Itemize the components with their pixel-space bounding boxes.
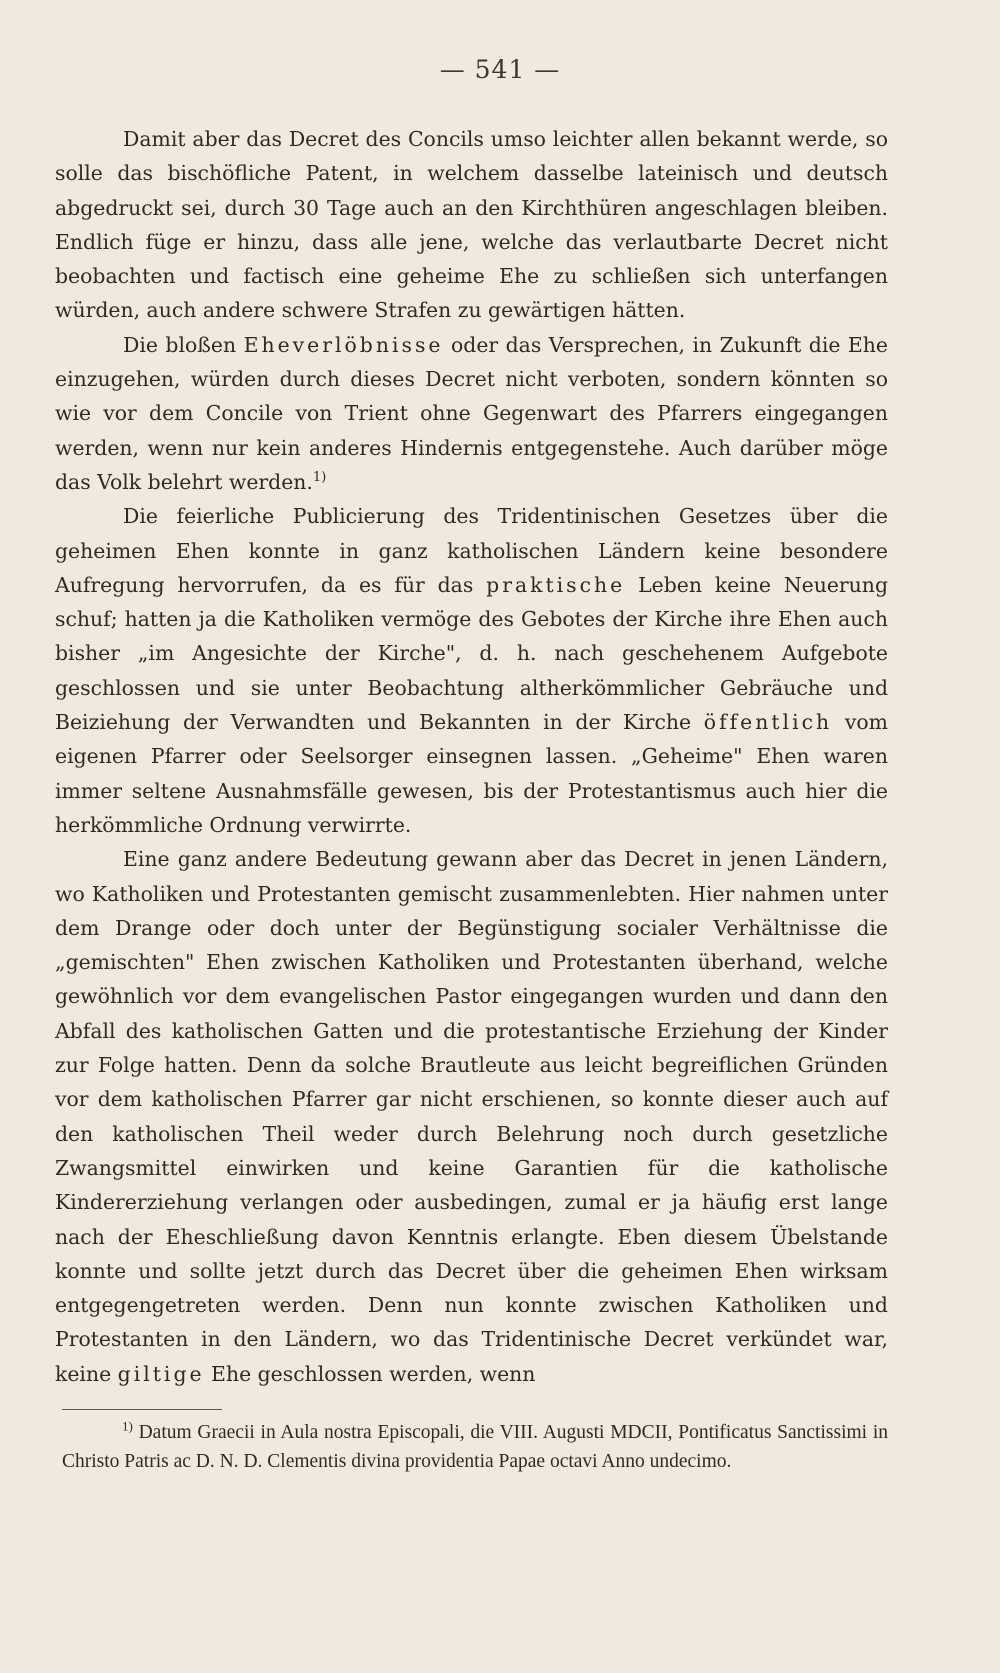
emphasis-oeffentlich: öffentlich — [703, 710, 833, 735]
paragraph-3-text-a: Die feierliche Publicierung des Tridentinischen Gesetzes über die geheimen Ehen konnte in ganz katholischen Ländern keine besondere Aufregung hervorrufen, da es für das — [55, 504, 888, 597]
page-number: — 541 — — [439, 55, 561, 84]
paragraph-2-text-post: oder das Versprechen, in Zukunft die Ehe einzugehen, würden durch dieses Decret nicht verboten, sondern könnten so wie vor dem Concile von Trient ohne Gegenwart des Pfarrers eingegangen werden, wenn nur kein anderes Hindernis entgegenstehe. Auch darüber möge das Volk belehrt werden. — [55, 332, 888, 494]
paragraph-3 — [55, 499, 888, 842]
paragraph-4-text-a: Eine ganz andere Bedeutung gewann aber das Decret in jenen Ländern, wo Katholiken und Protestanten gemischt zusammenlebten. Hier nahmen unter dem Drange oder doch unter der Begünstigung socialer Verhältnisse die „gemischten" Ehen zwischen Katholiken und Protestanten überhand, welche gewöhnlich vor dem evangelischen Pastor eingegangen wurden und dann den Abfall des katholischen Gatten und die protestantische Erziehung der Kinder zur Folge hatten. Denn da solche Brautleute aus leicht begreiflichen Gründen vor dem katholischen Pfarrer gar nicht erschienen, so konnte dieser auch auf den katholischen Theil weder durch Belehrung noch durch gesetzliche Zwangsmittel einwirken und keine Garantien für die katholische Kindererziehung verlangen oder ausbedingen, zumal er ja häufig erst lange nach der Eheschließung davon Kenntnis erlangte. Eben diesem Übelstande konnte und sollte jetzt durch das Decret über die geheimen Ehen wirksam entgegengetreten werden. Denn nun konnte zwischen Katholiken und Protestanten in den Ländern, wo das Tridentinische Decret verkündet war, keine — [55, 847, 888, 1386]
emphasis-praktische: praktische — [486, 572, 626, 597]
paragraph-3-text-b: Leben keine Neuerung schuf; hatten ja die Katholiken vermöge des Gebotes der Kirche ihre Ehen auch bisher „im Angesichte der Kirche", d. h. nach geschehenem Aufgebote geschlossen und sie unter Beobachtung altherkömmlicher Gebräuche und Beiziehung der Verwandten und Bekannten in der Kirche — [55, 572, 888, 735]
body-text — [55, 122, 888, 1391]
footnote — [62, 1418, 888, 1476]
footnote-marker: 1) — [122, 1418, 133, 1434]
paragraph-3-text-c: vom eigenen Pfarrer oder Seelsorger einsegnen lassen. „Geheime" Ehen waren immer seltene Ausnahmsfälle gewesen, bis der Protestantismus auch hier die herkömmliche Ordnung verwirrte. — [55, 710, 888, 837]
paragraph-2-text-pre: Die bloßen — [123, 332, 244, 357]
paragraph-2 — [55, 328, 888, 499]
footnote-divider — [62, 1409, 222, 1410]
emphasis-giltige: giltige — [117, 1361, 205, 1386]
footnote-1 — [62, 1418, 888, 1476]
emphasis-eheverloebnisse: Eheverlöbnisse — [243, 332, 444, 357]
paragraph-1 — [55, 122, 888, 328]
paragraph-1-text: Damit aber das Decret des Concils umso leichter allen bekannt werde, so solle das bischöfliche Patent, in welchem dasselbe lateinisch und deutsch abgedruckt sei, durch 30 Tage auch an den Kirchthüren angeschlagen bleiben. Endlich füge er hinzu, dass alle jene, welche das verlautbarte Decret nicht beobachten und factisch eine geheime Ehe zu schließen sich unterfangen würden, auch andere schwere Strafen zu gewärtigen hätten. — [55, 127, 888, 323]
paragraph-4-text-b: Ehe geschlossen werden, wenn — [204, 1361, 536, 1386]
footnote-reference: 1) — [312, 470, 327, 486]
footnote-text: Datum Graecii in Aula nostra Episcopali, die VIII. Augusti MDCII, Pontificatus Sanctissimi in Christo Patris ac D. N. D. Clementis divina providentia Papae octavi Anno undecimo. — [62, 1422, 888, 1472]
paragraph-4 — [55, 842, 888, 1391]
